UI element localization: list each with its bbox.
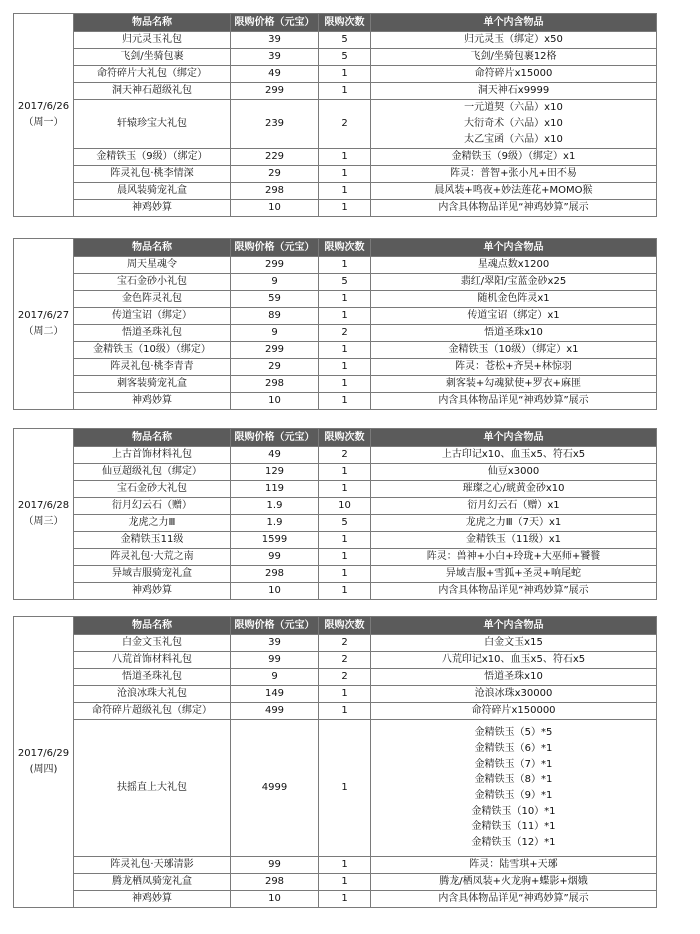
item-limit: 2 — [319, 447, 371, 464]
table-row — [14, 652, 657, 669]
table-row — [14, 100, 657, 149]
content-line: 沧浪冰珠x30000 — [474, 688, 553, 699]
item-price: 10 — [231, 393, 319, 410]
item-limit: 1 — [319, 720, 371, 857]
table-row — [14, 149, 657, 166]
item-limit: 1 — [319, 874, 371, 891]
item-price: 9 — [231, 669, 319, 686]
content-line: 悟道圣珠x10 — [484, 671, 543, 682]
content-line: 璀璨之心/琥黄金砂x10 — [462, 483, 565, 494]
content-line: 内含具体物品详见“神鸡妙算”展示 — [438, 202, 589, 213]
item-price: 298 — [231, 874, 319, 891]
table-row — [14, 857, 657, 874]
item-name: 金精铁玉（10级）（绑定） — [74, 342, 231, 359]
item-name: 阵灵礼包·桃李情深 — [74, 166, 231, 183]
item-contents — [371, 891, 657, 908]
item-price: 9 — [231, 274, 319, 291]
item-limit: 2 — [319, 652, 371, 669]
item-price: 29 — [231, 166, 319, 183]
header-limit: 限购次数 — [319, 239, 371, 257]
item-contents — [371, 393, 657, 410]
item-limit: 1 — [319, 703, 371, 720]
item-contents — [371, 342, 657, 359]
item-price: 29 — [231, 359, 319, 376]
table-row — [14, 549, 657, 566]
table-row — [14, 874, 657, 891]
item-limit: 1 — [319, 83, 371, 100]
item-price: 129 — [231, 464, 319, 481]
item-contents — [371, 635, 657, 652]
item-limit: 1 — [319, 66, 371, 83]
item-price: 299 — [231, 257, 319, 274]
content-line: 洞天神石x9999 — [477, 85, 550, 96]
header-contents: 单个内含物品 — [371, 14, 657, 32]
content-line: 内含具体物品详见“神鸡妙算”展示 — [438, 893, 589, 904]
item-contents — [371, 200, 657, 217]
table-row — [14, 720, 657, 857]
item-contents — [371, 857, 657, 874]
item-name: 衍月幻云石（赠） — [74, 498, 231, 515]
table-row — [14, 515, 657, 532]
item-contents — [371, 583, 657, 600]
content-line: 白金文玉x15 — [484, 637, 543, 648]
content-line: 金精铁玉（7）*1 — [474, 758, 553, 770]
item-name: 晨风装骑宠礼盒 — [74, 183, 231, 200]
table-row — [14, 200, 657, 217]
table-row — [14, 447, 657, 464]
content-line: 金精铁玉（5）*5 — [474, 727, 553, 739]
item-name: 上古首饰材料礼包 — [74, 447, 231, 464]
item-name: 龙虎之力Ⅲ — [74, 515, 231, 532]
date-cell — [14, 239, 74, 410]
item-name: 金精铁玉11级 — [74, 532, 231, 549]
item-limit: 1 — [319, 549, 371, 566]
header-contents: 单个内含物品 — [371, 239, 657, 257]
item-price: 4999 — [231, 720, 319, 857]
item-contents — [371, 376, 657, 393]
item-contents — [371, 49, 657, 66]
content-line: 龙虎之力Ⅲ（7天）x1 — [465, 517, 562, 528]
table-row — [14, 359, 657, 376]
day-table — [13, 616, 657, 908]
item-name: 阵灵礼包·天琊清影 — [74, 857, 231, 874]
header-contents: 单个内含物品 — [371, 617, 657, 635]
item-limit: 1 — [319, 149, 371, 166]
item-name: 腾龙栖凤骑宠礼盒 — [74, 874, 231, 891]
item-price: 298 — [231, 566, 319, 583]
content-line: 传道宝诏（绑定）x1 — [467, 310, 560, 321]
item-contents — [371, 100, 657, 149]
item-name: 沧浪冰珠大礼包 — [74, 686, 231, 703]
item-name: 宝石金砂小礼包 — [74, 274, 231, 291]
item-name: 传道宝诏（绑定） — [74, 308, 231, 325]
item-name: 神鸡妙算 — [74, 583, 231, 600]
header-row — [14, 429, 657, 447]
table-row — [14, 464, 657, 481]
item-name: 仙豆超级礼包（绑定） — [74, 464, 231, 481]
item-price: 1.9 — [231, 515, 319, 532]
item-price: 229 — [231, 149, 319, 166]
table-row — [14, 83, 657, 100]
item-price: 89 — [231, 308, 319, 325]
item-limit: 1 — [319, 200, 371, 217]
item-name: 洞天神石超级礼包 — [74, 83, 231, 100]
header-contents: 单个内含物品 — [371, 429, 657, 447]
content-line: 悟道圣珠x10 — [484, 327, 543, 338]
content-line: 阵灵：陆雪琪+天琊 — [469, 859, 558, 870]
item-contents — [371, 515, 657, 532]
content-line: 命符碎片x150000 — [471, 705, 556, 716]
item-contents — [371, 481, 657, 498]
header-limit: 限购次数 — [319, 429, 371, 447]
item-limit: 1 — [319, 257, 371, 274]
table-row — [14, 686, 657, 703]
content-line: 金精铁玉（11级）x1 — [465, 534, 561, 545]
item-limit: 1 — [319, 566, 371, 583]
item-name: 阵灵礼包·大荒之南 — [74, 549, 231, 566]
item-limit: 1 — [319, 686, 371, 703]
header-price: 限购价格（元宝） — [231, 239, 319, 257]
item-contents — [371, 566, 657, 583]
item-price: 39 — [231, 32, 319, 49]
item-name: 阵灵礼包·桃李青青 — [74, 359, 231, 376]
content-line: 异域吉服+雪狐+圣灵+响尾蛇 — [445, 568, 582, 579]
item-price: 299 — [231, 342, 319, 359]
item-contents — [371, 166, 657, 183]
content-line: 内含具体物品详见“神鸡妙算”展示 — [438, 395, 589, 406]
item-limit: 2 — [319, 100, 371, 149]
item-contents — [371, 257, 657, 274]
item-contents — [371, 447, 657, 464]
content-line: 翡红/翠阳/宝蓝金砂x25 — [460, 276, 567, 287]
item-contents — [371, 652, 657, 669]
item-price: 298 — [231, 376, 319, 393]
item-name: 扶摇直上大礼包 — [74, 720, 231, 857]
content-line: 阵灵：苍松+齐昊+林惊羽 — [455, 361, 572, 372]
content-line: 内含具体物品详见“神鸡妙算”展示 — [438, 585, 589, 596]
table-row — [14, 566, 657, 583]
item-contents — [371, 498, 657, 515]
weekday-text: （周二） — [23, 326, 64, 337]
table-row — [14, 342, 657, 359]
content-line: 阵灵：兽神+小白+玲珑+大巫师+饕餮 — [426, 551, 601, 562]
item-price: 39 — [231, 49, 319, 66]
content-line: 金精铁玉（12）*1 — [471, 837, 556, 849]
table-row — [14, 291, 657, 308]
item-name: 金色阵灵礼包 — [74, 291, 231, 308]
table-row — [14, 308, 657, 325]
item-contents — [371, 149, 657, 166]
item-price: 499 — [231, 703, 319, 720]
table-row — [14, 891, 657, 908]
item-limit: 5 — [319, 49, 371, 66]
header-limit: 限购次数 — [319, 14, 371, 32]
item-contents — [371, 720, 657, 857]
content-line: 金精铁玉（10级）（绑定）x1 — [448, 344, 579, 355]
content-line: 一元道契（六品）x10 — [464, 102, 563, 114]
item-limit: 1 — [319, 393, 371, 410]
item-name: 宝石金砂大礼包 — [74, 481, 231, 498]
table-row — [14, 635, 657, 652]
item-name: 神鸡妙算 — [74, 891, 231, 908]
table-row — [14, 532, 657, 549]
table-row — [14, 166, 657, 183]
item-name: 神鸡妙算 — [74, 200, 231, 217]
item-price: 49 — [231, 447, 319, 464]
content-line: 八荒印记x10、血玉x5、符石x5 — [441, 654, 586, 665]
item-contents — [371, 32, 657, 49]
date-cell — [14, 617, 74, 908]
table-row — [14, 393, 657, 410]
header-name: 物品名称 — [74, 429, 231, 447]
content-line: 阵灵：普智+张小凡+田不易 — [450, 168, 577, 179]
item-limit: 1 — [319, 583, 371, 600]
item-contents — [371, 183, 657, 200]
item-contents — [371, 703, 657, 720]
item-limit: 2 — [319, 325, 371, 342]
item-name: 刺客装骑宠礼盒 — [74, 376, 231, 393]
content-line: 刺客装+勾魂狱使+罗衣+麻匪 — [445, 378, 582, 389]
item-price: 298 — [231, 183, 319, 200]
item-price: 1599 — [231, 532, 319, 549]
header-name: 物品名称 — [74, 239, 231, 257]
day-table — [13, 428, 657, 600]
item-name: 周天星魂令 — [74, 257, 231, 274]
item-price: 299 — [231, 83, 319, 100]
item-limit: 10 — [319, 498, 371, 515]
item-price: 119 — [231, 481, 319, 498]
item-price: 9 — [231, 325, 319, 342]
content-line: 金精铁玉（11）*1 — [471, 821, 556, 833]
date-text: 2017/6/28 — [17, 500, 70, 511]
item-contents — [371, 66, 657, 83]
item-limit: 1 — [319, 308, 371, 325]
table-row — [14, 32, 657, 49]
table-row — [14, 703, 657, 720]
date-cell — [14, 429, 74, 600]
table-row — [14, 376, 657, 393]
content-line: 金精铁玉（10）*1 — [471, 805, 556, 817]
table-row — [14, 183, 657, 200]
item-contents — [371, 464, 657, 481]
date-text: 2017/6/29 — [17, 748, 70, 759]
item-price: 10 — [231, 200, 319, 217]
item-limit: 5 — [319, 274, 371, 291]
header-name: 物品名称 — [74, 14, 231, 32]
item-price: 99 — [231, 549, 319, 566]
item-price: 49 — [231, 66, 319, 83]
table-row — [14, 669, 657, 686]
table-row — [14, 481, 657, 498]
item-contents — [371, 83, 657, 100]
content-line: 金精铁玉（6）*1 — [474, 742, 553, 754]
item-limit: 1 — [319, 857, 371, 874]
content-line: 星魂点数x1200 — [477, 259, 550, 270]
header-limit: 限购次数 — [319, 617, 371, 635]
item-contents — [371, 549, 657, 566]
item-contents — [371, 274, 657, 291]
table-row — [14, 274, 657, 291]
header-row — [14, 239, 657, 257]
item-contents — [371, 874, 657, 891]
header-name: 物品名称 — [74, 617, 231, 635]
item-name: 飞剑/坐骑包裹 — [74, 49, 231, 66]
table-row — [14, 498, 657, 515]
item-contents — [371, 325, 657, 342]
header-row — [14, 617, 657, 635]
content-line: 上古印记x10、血玉x5、符石x5 — [441, 449, 586, 460]
content-line: 衍月幻云石（赠）x1 — [467, 500, 560, 511]
item-contents — [371, 291, 657, 308]
item-name: 金精铁玉（9级）（绑定） — [74, 149, 231, 166]
item-name: 异域吉服骑宠礼盒 — [74, 566, 231, 583]
table-row — [14, 257, 657, 274]
content-line: 大衍奇术（六品）x10 — [464, 118, 563, 130]
item-limit: 1 — [319, 166, 371, 183]
item-limit: 5 — [319, 32, 371, 49]
item-limit: 1 — [319, 359, 371, 376]
item-price: 1.9 — [231, 498, 319, 515]
content-line: 金精铁玉（8）*1 — [474, 774, 553, 786]
item-limit: 1 — [319, 183, 371, 200]
item-limit: 1 — [319, 464, 371, 481]
item-limit: 1 — [319, 891, 371, 908]
item-limit: 2 — [319, 669, 371, 686]
content-line: 命符碎片x15000 — [474, 68, 553, 79]
date-cell — [14, 14, 74, 217]
item-price: 10 — [231, 583, 319, 600]
day-table — [13, 13, 657, 217]
item-price: 99 — [231, 652, 319, 669]
content-line: 飞剑/坐骑包裹12格 — [470, 51, 557, 62]
item-price: 10 — [231, 891, 319, 908]
table-row — [14, 325, 657, 342]
item-name: 八荒首饰材料礼包 — [74, 652, 231, 669]
item-name: 命符碎片超级礼包（绑定） — [74, 703, 231, 720]
item-contents — [371, 359, 657, 376]
content-line: 金精铁玉（9）*1 — [474, 790, 553, 801]
item-price: 239 — [231, 100, 319, 149]
date-text: 2017/6/26 — [17, 101, 70, 112]
content-line: 太乙宝函（六品）x10 — [464, 133, 563, 145]
item-contents — [371, 532, 657, 549]
item-name: 悟道圣珠礼包 — [74, 669, 231, 686]
item-limit: 1 — [319, 532, 371, 549]
date-text: 2017/6/27 — [17, 310, 70, 321]
table-row — [14, 66, 657, 83]
table-row — [14, 49, 657, 66]
item-name: 白金文玉礼包 — [74, 635, 231, 652]
table-row — [14, 583, 657, 600]
item-price: 149 — [231, 686, 319, 703]
content-line: 随机金色阵灵x1 — [477, 293, 550, 304]
content-line: 金精铁玉（9级）（绑定）x1 — [451, 151, 576, 162]
item-limit: 1 — [319, 291, 371, 308]
item-price: 99 — [231, 857, 319, 874]
header-price: 限购价格（元宝） — [231, 617, 319, 635]
item-price: 39 — [231, 635, 319, 652]
item-name: 轩辕珍宝大礼包 — [74, 100, 231, 149]
weekday-text: (周四) — [29, 764, 58, 775]
item-limit: 2 — [319, 635, 371, 652]
header-row — [14, 14, 657, 32]
item-contents — [371, 669, 657, 686]
content-line: 腾龙/栖凤装+火龙驹+蝶影+烟娥 — [439, 876, 588, 887]
weekday-text: （周三） — [23, 516, 64, 527]
item-limit: 1 — [319, 376, 371, 393]
header-price: 限购价格（元宝） — [231, 14, 319, 32]
item-limit: 1 — [319, 481, 371, 498]
item-name: 神鸡妙算 — [74, 393, 231, 410]
item-name: 悟道圣珠礼包 — [74, 325, 231, 342]
item-contents — [371, 308, 657, 325]
item-name: 命符碎片大礼包（绑定） — [74, 66, 231, 83]
header-price: 限购价格（元宝） — [231, 429, 319, 447]
item-price: 59 — [231, 291, 319, 308]
content-line: 归元灵玉（绑定）x50 — [464, 34, 563, 45]
item-contents — [371, 686, 657, 703]
content-line: 晨风装+鸣夜+妙法莲花+MOMO猴 — [434, 185, 593, 196]
weekday-text: （周一） — [23, 117, 64, 128]
content-line: 仙豆x3000 — [487, 466, 540, 477]
item-name: 归元灵玉礼包 — [74, 32, 231, 49]
item-limit: 1 — [319, 342, 371, 359]
item-limit: 5 — [319, 515, 371, 532]
day-table — [13, 238, 657, 410]
